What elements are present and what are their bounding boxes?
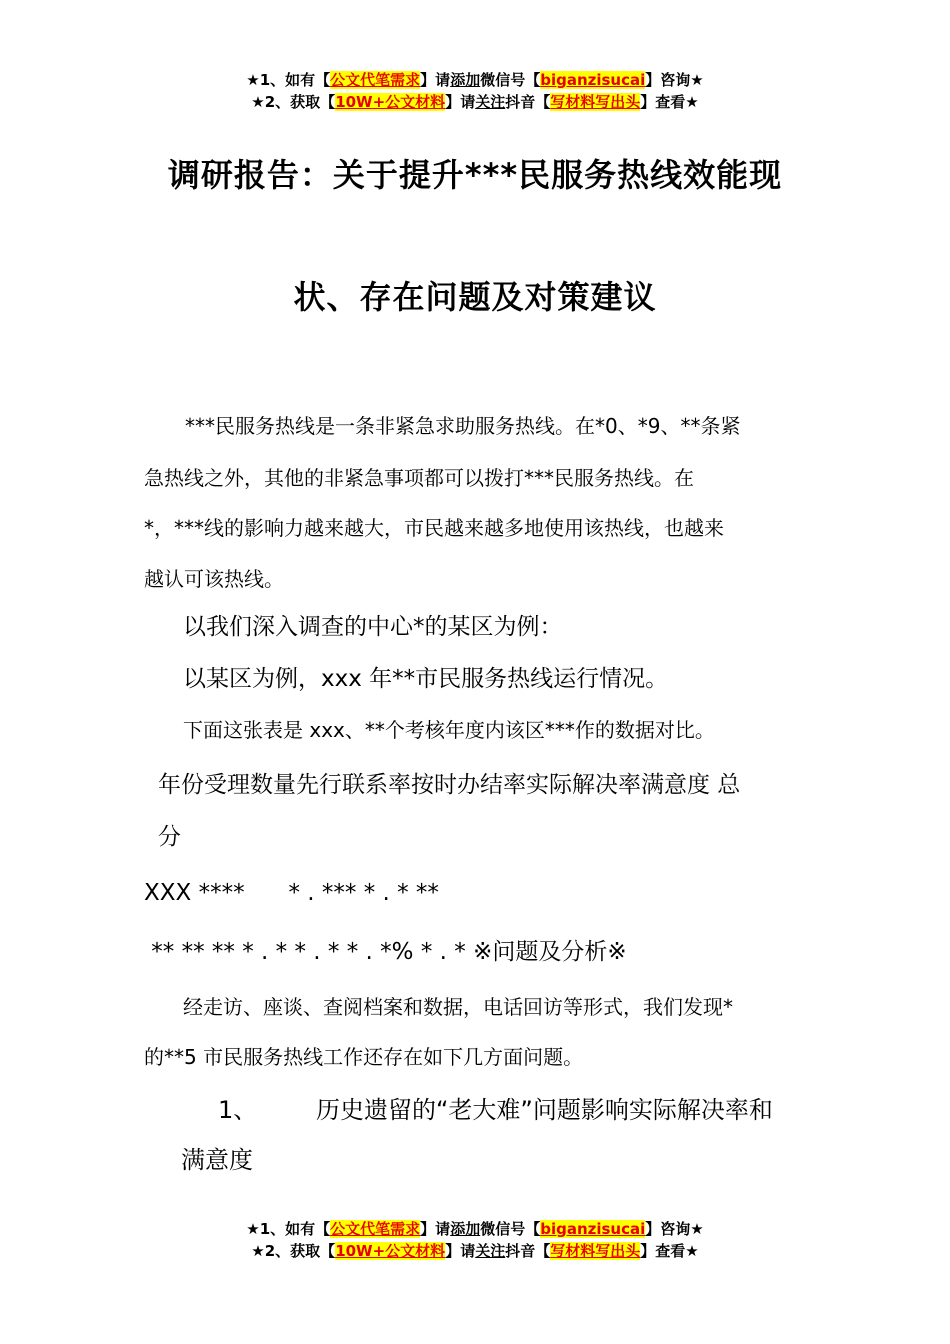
doc-title-line-1: 调研报告：关于提升***民服务热线效能现 [167, 156, 783, 194]
paragraph-5-line-1: 经走访、座谈、查阅档案和数据，电话回访等形式，我们发现* [183, 995, 733, 1019]
table-header-line-1: 年份受理数量先行联系率按时办结率实际解决率满意度 总 [158, 772, 741, 798]
paragraph-2: 以我们深入调查的中心*的某区为例： [183, 614, 563, 640]
douyin-name: 写材料写出头 [550, 93, 641, 111]
paragraph-1-line-3: *，***线的影响力越来越大，市民越来越多地使用该热线，也越来 [144, 516, 724, 540]
promo-highlight: 公文代笔需求 [330, 71, 421, 89]
promo-line-1: ★1、如有【公文代笔需求】请添加微信号【biganzisucai】咨询★ [246, 71, 704, 89]
header-promo [0, 69, 950, 113]
promo-line-2: ★2、获取【10W+公文材料】请关注抖音【写材料写出头】查看★ [251, 93, 699, 111]
table-header-line-2: 分 [158, 824, 181, 850]
wechat-id: biganzisucai [540, 1220, 646, 1238]
promo-line-2: ★2、获取【10W+公文材料】请关注抖音【写材料写出头】查看★ [251, 1242, 699, 1260]
promo-highlight: 10W+公文材料 [335, 1242, 446, 1260]
doc-title-line-2: 状、存在问题及对策建议 [293, 278, 657, 316]
item-1-heading-cont: 满意度 [181, 1146, 253, 1174]
paragraph-5-line-2: 的**5 市民服务热线工作还存在如下几方面问题。 [144, 1045, 584, 1069]
table-row-2: ** ** ** * . * * . * * . *% * . * ※问题及分析※ [144, 939, 627, 965]
item-1-number: 1、 [218, 1096, 258, 1124]
paragraph-3: 以某区为例，xxx 年**市民服务热线运行情况。 [183, 666, 669, 692]
paragraph-1-line-4: 越认可该热线。 [144, 567, 284, 591]
promo-highlight: 公文代笔需求 [330, 1220, 421, 1238]
paragraph-1-line-1: ***民服务热线是一条非紧急求助服务热线。在*0、*9、**条紧 [185, 414, 741, 438]
paragraph-4: 下面这张表是 xxx、**个考核年度内该区***作的数据对比。 [183, 718, 715, 742]
paragraph-1-line-2: 急热线之外，其他的非紧急事项都可以拨打***民服务热线。在 [144, 466, 694, 490]
item-1-heading: 历史遗留的“老大难”问题影响实际解决率和 [316, 1096, 773, 1124]
footer-promo [0, 1218, 950, 1262]
table-row-1: XXX **** * . *** * . * ** [144, 880, 439, 906]
wechat-id: biganzisucai [540, 71, 646, 89]
douyin-name: 写材料写出头 [550, 1242, 641, 1260]
promo-line-1: ★1、如有【公文代笔需求】请添加微信号【biganzisucai】咨询★ [246, 1220, 704, 1238]
promo-highlight: 10W+公文材料 [335, 93, 446, 111]
